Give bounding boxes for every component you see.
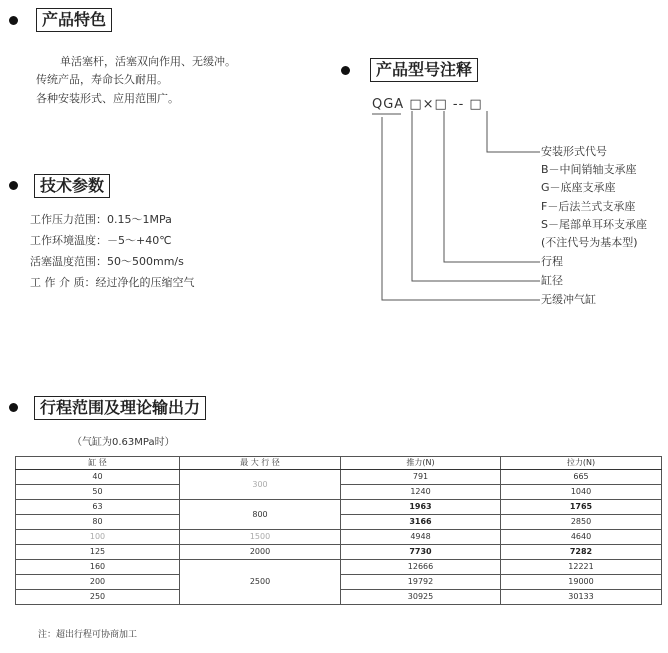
pull-force-cell: 12221 [501, 560, 662, 575]
push-force-cell: 1240 [341, 485, 501, 500]
column-header-pull-force: 拉力(N) [501, 457, 662, 470]
bore-cell: 63 [16, 500, 180, 515]
stroke-force-table [15, 456, 662, 605]
table-row [16, 560, 662, 575]
bullet-dot [9, 403, 18, 412]
max-stroke-cell: 800 [180, 500, 341, 530]
pull-force-cell: 1040 [501, 485, 662, 500]
section-heading-model-code: 产品型号注释 [370, 58, 478, 82]
pull-force-cell: 30133 [501, 590, 662, 605]
mount-note: (不注代号为基本型) [541, 236, 638, 249]
pull-force-cell: 2850 [501, 515, 662, 530]
section-heading-features: 产品特色 [36, 8, 112, 32]
mount-option-f: F－后法兰式支承座 [541, 200, 636, 213]
mount-title: 安装形式代号 [541, 145, 607, 158]
pull-force-cell: 4640 [501, 530, 662, 545]
mount-option-g: G－底座支承座 [541, 181, 616, 194]
mount-option-s: S－尾部单耳环支承座 [541, 218, 647, 231]
stroke-label: 行程 [541, 255, 563, 268]
bore-cell: 40 [16, 470, 180, 485]
max-stroke-cell: 2500 [180, 560, 341, 605]
param-line: 活塞温度范围：50～500mm/s [30, 255, 184, 268]
table-header-row [16, 457, 662, 470]
table-subtitle: （气缸为0.63MPa时） [72, 437, 175, 448]
table-row [16, 530, 662, 545]
push-force-cell: 19792 [341, 575, 501, 590]
bore-cell: 250 [16, 590, 180, 605]
push-force-cell: 12666 [341, 560, 501, 575]
table-row [16, 470, 662, 485]
series-label: 无缓冲气缸 [541, 293, 596, 306]
pull-force-cell: 1765 [501, 500, 662, 515]
column-header-max-stroke: 最 大 行 径 [180, 457, 341, 470]
pull-force-cell: 19000 [501, 575, 662, 590]
bore-cell: 125 [16, 545, 180, 560]
mount-option-b: B－中间销轴支承座 [541, 163, 637, 176]
push-force-cell: 3166 [341, 515, 501, 530]
model-code: QGA □×□ -- □ [372, 97, 483, 112]
bore-label: 缸径 [541, 274, 563, 287]
column-header-bore: 缸 径 [16, 457, 180, 470]
feature-line: 传统产品，寿命长久耐用。 [36, 73, 168, 86]
bore-cell: 200 [16, 575, 180, 590]
pull-force-cell: 665 [501, 470, 662, 485]
max-stroke-cell: 2000 [180, 545, 341, 560]
bore-cell: 80 [16, 515, 180, 530]
bore-cell: 100 [16, 530, 180, 545]
table-footnote: 注：超出行程可协商加工 [38, 630, 138, 640]
push-force-cell: 4948 [341, 530, 501, 545]
push-force-cell: 1963 [341, 500, 501, 515]
param-line: 工作环境温度：－5～+40℃ [30, 234, 172, 247]
pull-force-cell: 7282 [501, 545, 662, 560]
feature-line: 各种安装形式、应用范围广。 [36, 92, 179, 105]
bore-cell: 160 [16, 560, 180, 575]
table-row [16, 545, 662, 560]
feature-line: 单活塞杆，活塞双向作用、无缓冲。 [60, 55, 236, 68]
column-header-push-force: 推力(N) [341, 457, 501, 470]
push-force-cell: 791 [341, 470, 501, 485]
max-stroke-cell: 1500 [180, 530, 341, 545]
section-heading-tech-params: 技术参数 [34, 174, 110, 198]
push-force-cell: 30925 [341, 590, 501, 605]
push-force-cell: 7730 [341, 545, 501, 560]
param-line: 工 作 介 质：经过净化的压缩空气 [30, 276, 195, 289]
section-heading-stroke-force: 行程范围及理论输出力 [34, 396, 206, 420]
param-line: 工作压力范围：0.15～1MPa [30, 213, 172, 226]
bore-cell: 50 [16, 485, 180, 500]
table-row [16, 500, 662, 515]
max-stroke-cell: 300 [180, 470, 341, 500]
